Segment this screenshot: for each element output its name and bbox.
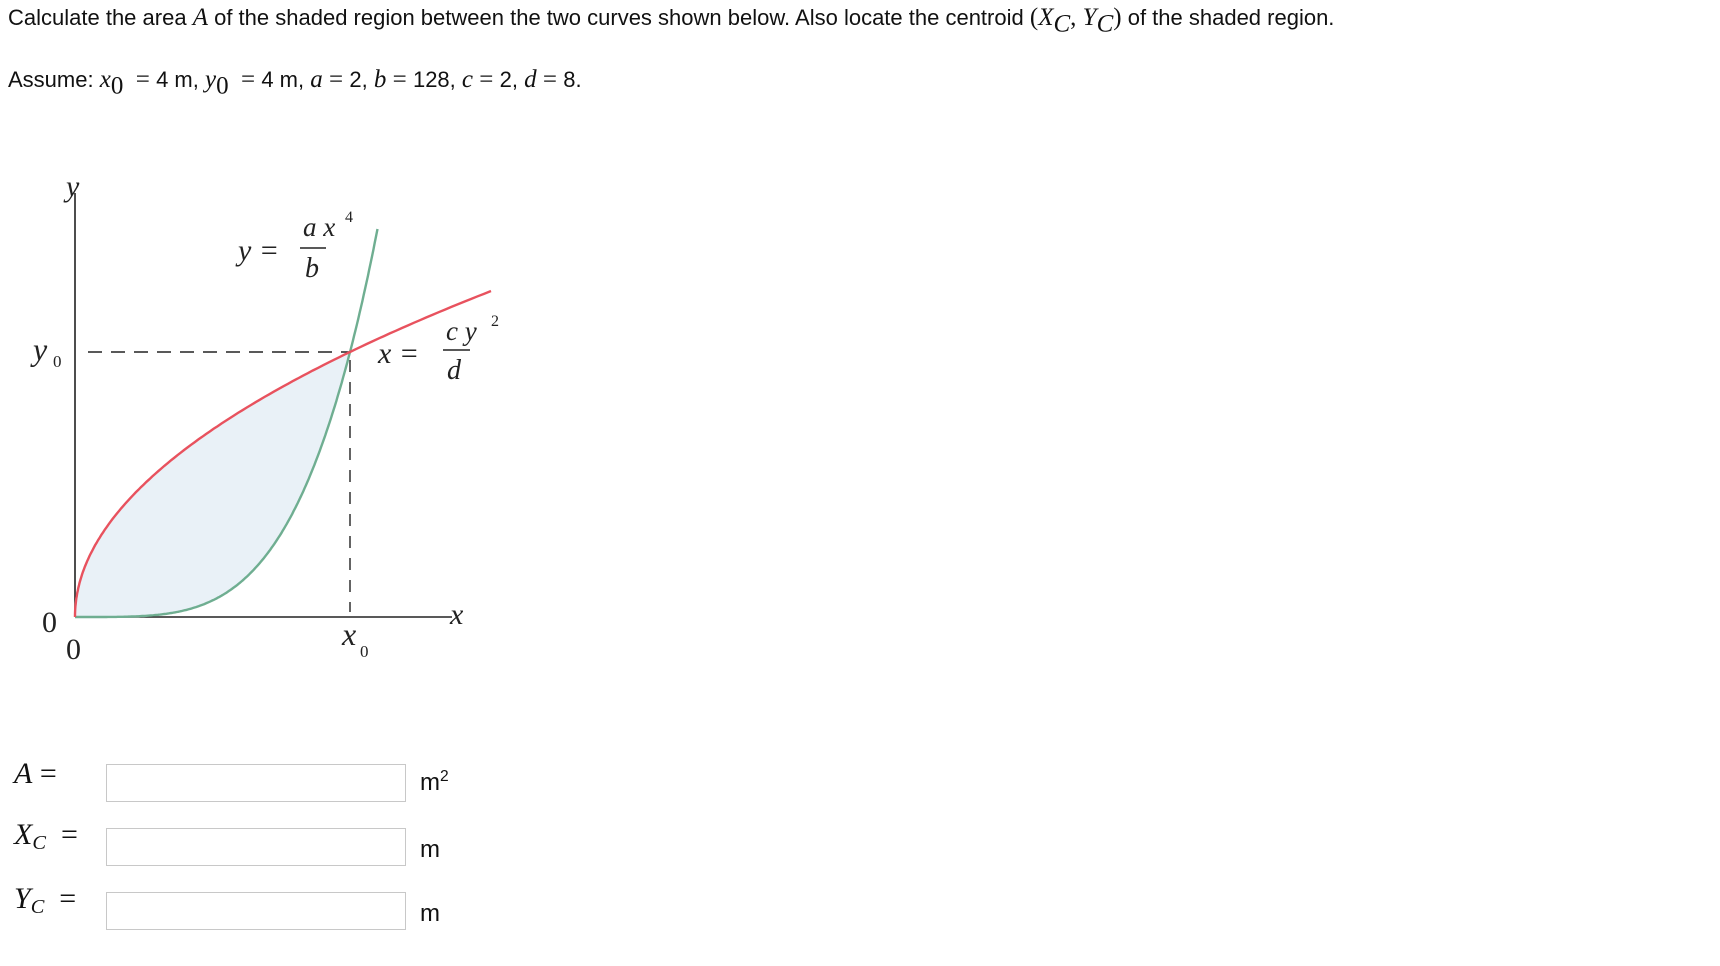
- area-answer-label: A =: [14, 757, 57, 790]
- svg-text:x =: x =: [378, 337, 420, 370]
- svg-text:y =: y =: [238, 234, 280, 267]
- svg-text:2: 2: [491, 313, 499, 330]
- curves-figure: [0, 160, 560, 680]
- svg-text:4: 4: [345, 209, 353, 226]
- x0-value: 4 m,: [156, 67, 199, 92]
- quartic-equation-label: [235, 209, 353, 284]
- xc-unit: m: [420, 836, 440, 863]
- origin-x-label: 0: [66, 633, 81, 666]
- d-value: 8.: [563, 67, 582, 92]
- assume-label: Assume:: [8, 67, 94, 92]
- xc-input[interactable]: [106, 828, 406, 866]
- yc-answer-label: $Y_C$ =: [14, 882, 77, 919]
- shaded-region: [75, 352, 350, 617]
- svg-text:a x: a x: [303, 212, 336, 242]
- area-symbol: A: [192, 4, 208, 31]
- y0-value: 4 m,: [261, 67, 305, 92]
- x0-label: x: [342, 616, 357, 652]
- question-line-1: [8, 4, 1335, 38]
- origin-y-label: 0: [42, 606, 57, 639]
- y-axis-label: y: [66, 170, 80, 203]
- y0-subscript: 0: [53, 352, 62, 371]
- svg-text:d: d: [447, 355, 461, 386]
- area-input[interactable]: [106, 764, 406, 802]
- area-unit: $m^2$: [420, 768, 449, 796]
- parabola-equation-label: [377, 313, 499, 386]
- x-axis-label: x: [450, 598, 464, 631]
- xc-answer-label: $X_C$ =: [14, 818, 78, 855]
- question-text: Calculate the area: [8, 5, 187, 30]
- svg-text:b: b: [305, 253, 319, 284]
- y0-label: y: [33, 331, 48, 367]
- a-value: 2,: [349, 67, 368, 92]
- question-text: of the shaded region.: [1127, 5, 1335, 30]
- yc-input[interactable]: [106, 892, 406, 930]
- yc-unit: m: [420, 900, 440, 927]
- centroid-notation: ($X_C$, $Y_C$): [1029, 4, 1122, 38]
- assumptions-line: Assume: $x_0 = 4$ m, $y_0 = 4$ m, a = 2, b = 128, c = 2, d = 8.: [8, 66, 582, 100]
- c-value: 2,: [499, 67, 518, 92]
- x0-subscript: 0: [360, 642, 369, 661]
- svg-text:c y: c y: [446, 316, 477, 346]
- b-value: 128,: [412, 67, 456, 92]
- question-text: of the shaded region between the two curves shown below. Also locate the centroid: [214, 5, 1024, 30]
